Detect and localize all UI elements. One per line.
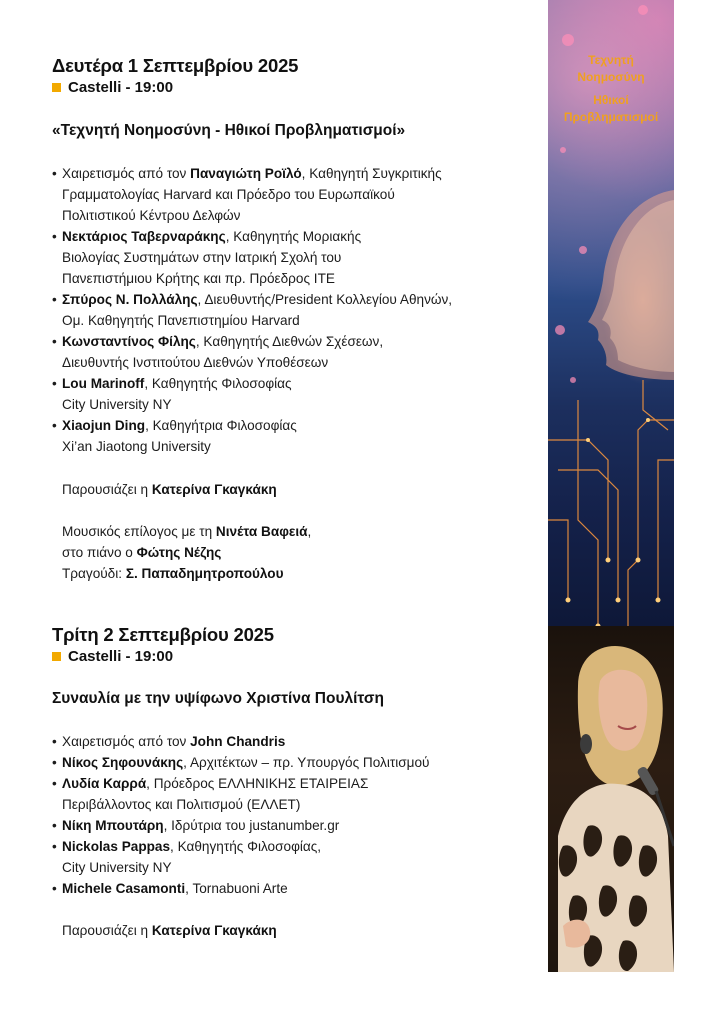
venue-square-icon (52, 652, 61, 661)
day1-event-title: «Τεχνητή Νοημοσύνη - Ηθικοί Προβληματισμοί» (52, 122, 406, 139)
singer-illustration (548, 626, 674, 972)
day2-event-title: Συναυλία με την υψίφωνο Χριστίνα Πουλίτση (52, 690, 384, 707)
image-title: Τεχνητή Νοημοσύνη Ηθικοί Προβληματισμοί (563, 53, 659, 124)
venue-square-icon (52, 83, 61, 92)
day1-music: Μουσικός επίλογος με τη Νινέτα Βαφειά, στο πιάνο ο Φώτης Νέζης Τραγούδι: Σ. Παπαδημητροπούλου (62, 524, 312, 581)
ai-head-image (548, 0, 674, 626)
list-item: • Λυδία Καρρά, Πρόεδρος ΕΛΛΗΝΙΚΗΣ ΕΤΑΙΡΕΙΑΣ Περιβάλλοντος και Πολιτισμού (ΕΛΛΕΤ) (52, 776, 369, 812)
list-item: • Κωνσταντίνος Φίλης, Καθηγητής Διεθνών Σχέσεων, Διευθυντής Ινστιτούτου Διεθνών Υποθέσεων (52, 334, 384, 370)
day1-title: Δευτέρα 1 Σεπτεμβρίου 2025 (52, 55, 299, 76)
list-item: • Xiaojun Ding, Καθηγήτρια Φιλοσοφίας Xi’an Jiaotong University (52, 418, 297, 454)
day2-title: Τρίτη 2 Σεπτεμβρίου 2025 (52, 624, 274, 645)
list-item: • Νίκη Μπουτάρη, Ιδρύτρια του justanumber.gr (52, 818, 340, 833)
list-item: • Michele Casamonti, Tornabuoni Arte (52, 881, 288, 896)
day1-venue (52, 79, 173, 96)
day2-venue (52, 648, 173, 665)
list-item: • Νίκος Σηφουνάκης, Αρχιτέκτων – πρ. Υπουργός Πολιτισμού (52, 755, 430, 770)
day2-speaker-list (52, 731, 429, 899)
day2-presenter: Παρουσιάζει η Κατερίνα Γκαγκάκη (62, 923, 277, 938)
list-item: • Χαιρετισμός από τον John Chandris (52, 734, 286, 749)
singer-photo (548, 626, 674, 972)
day2-venue-text: Castelli - 19:00 (68, 648, 174, 665)
list-item: • Σπύρος Ν. Πολλάλης, Διευθυντής/President Κολλεγίου Αθηνών, Ομ. Καθηγητής Πανεπιστημίου Harvard (52, 292, 453, 328)
list-item: • Νεκτάριος Ταβερναράκης, Καθηγητής Μοριακής Βιολογίας Συστημάτων στην Ιατρική Σχολή του Πανεπιστήμιου Κρήτης και πρ. Πρόεδρος ΙΤΕ (52, 229, 362, 286)
day1-presenter: Παρουσιάζει η Κατερίνα Γκαγκάκη (62, 482, 277, 497)
list-item: • Χαιρετισμός από τον Παναγιώτη Ροϊλό, Καθηγητή Συγκριτικής Γραμματολογίας Harvard και Πρόεδρο του Ευρωπαϊκού Πολιτιστικού Κέντρου Δελφών (52, 166, 442, 223)
list-item: • Nickolas Pappas, Καθηγητής Φιλοσοφίας, City University NY (52, 839, 322, 875)
day1-speaker-list (52, 163, 452, 457)
list-item: • Lou Marinoff, Καθηγητής Φιλοσοφίας City University NY (52, 376, 292, 412)
day1-venue-text: Castelli - 19:00 (68, 79, 174, 96)
